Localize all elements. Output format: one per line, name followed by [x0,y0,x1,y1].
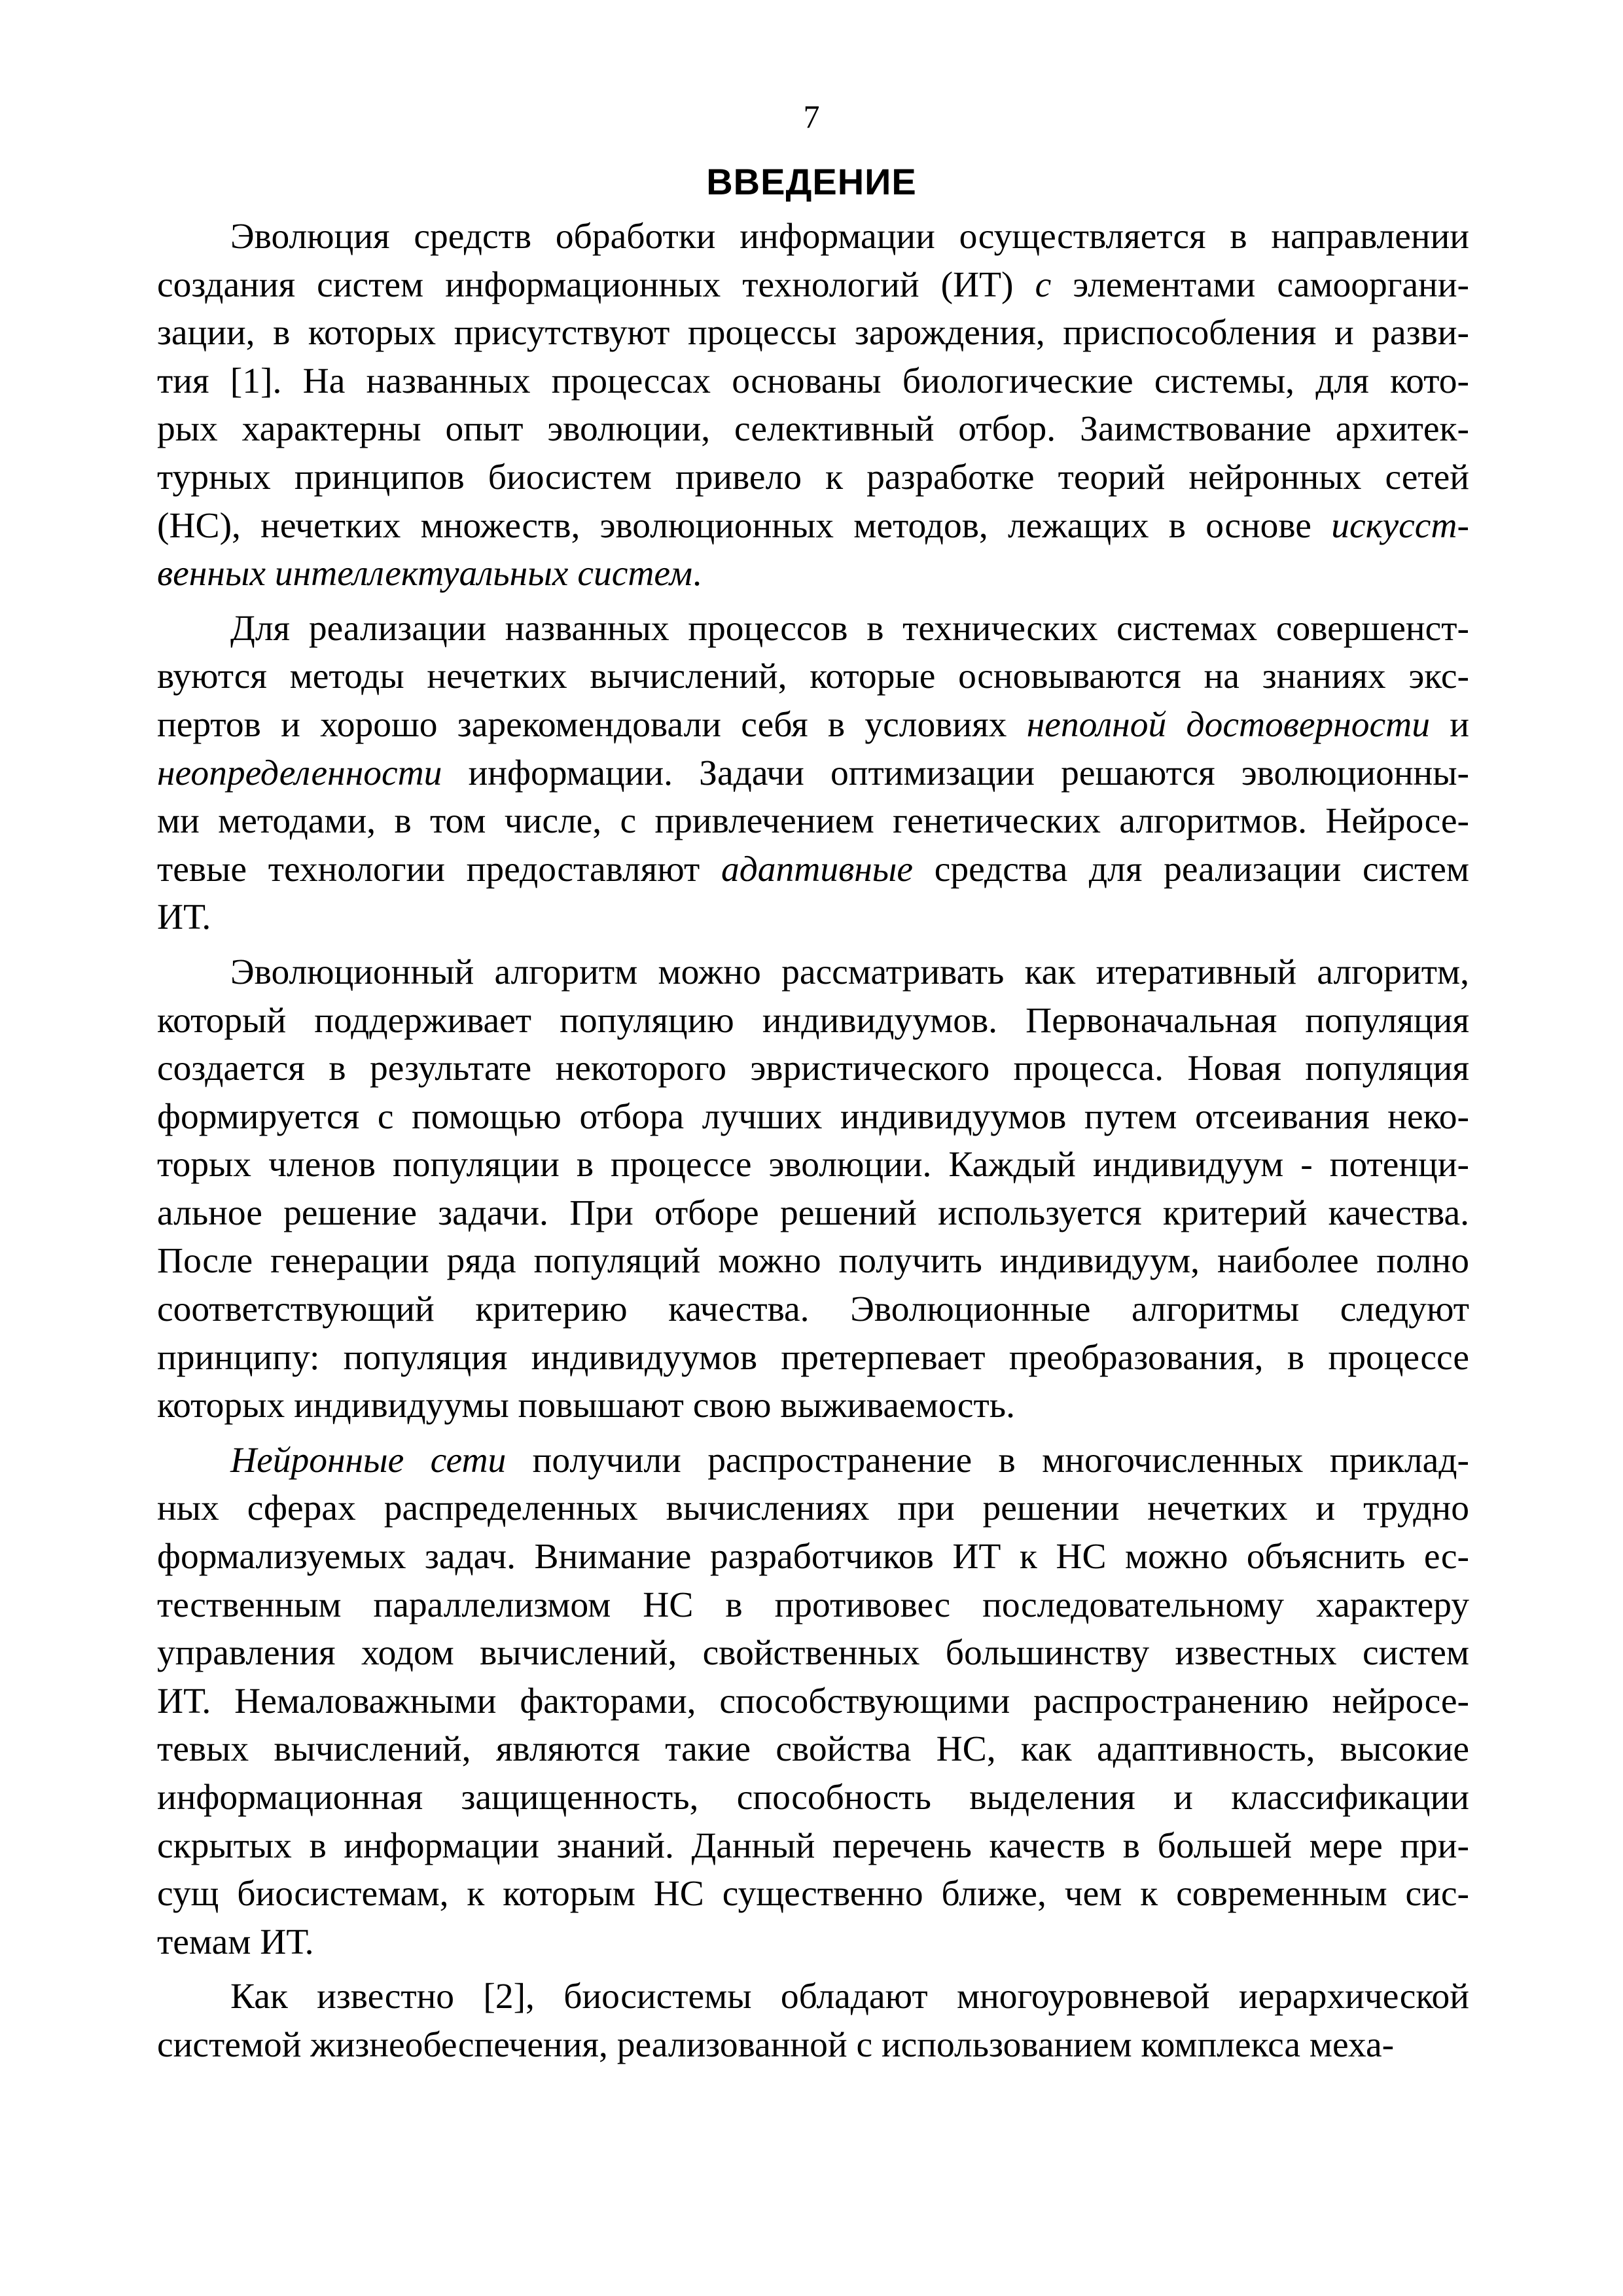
text-segment: элементами самооргани- [1051,264,1469,305]
text-segment: тия [1]. На названных процессах основаны биологические системы, для кото- [157,361,1469,401]
text-line [157,502,1469,550]
text-line [157,1237,1469,1285]
text-segment: информационная защищенность, способность выделения и классификации [157,1778,1469,1818]
text-segment: зации, в которых присутствуют процессы зарождения, приспособления и разви- [157,313,1469,353]
text-segment: средства для реализации систем [912,849,1469,889]
text-segment: формализуемых задач. Внимание разработчиков ИТ к НС можно объяснить ес- [157,1537,1469,1577]
text-segment: управления ходом вычислений, свойственных большинству известных систем [157,1633,1469,1674]
text-line [157,1533,1469,1581]
text-segment: торых членов популяции в процессе эволюции. Каждый индивидуум - потенци- [157,1145,1469,1185]
text-line [157,1822,1469,1871]
text-line [157,1382,1469,1430]
text-segment: тевые технологии предоставляют [157,849,721,889]
italic-text: искусст- [1331,505,1469,546]
text-segment: Как известно [2], биосистемы обладают многоуровневой иерархической [230,1977,1469,2017]
text-segment: создается в результате некоторого эвристического процесса. Новая популяция [157,1049,1469,1089]
text-line [157,1918,1469,1967]
text-line [157,948,1469,997]
text-segment: После генерации ряда популяций можно получить индивидуум, наиболее полно [157,1241,1469,1282]
text-segment: тевых вычислений, являются такие свойства НС, как адаптивность, высокие [157,1729,1469,1770]
text-segment: ных сферах распределенных вычислениях при решении нечетких и трудно [157,1488,1469,1529]
text-line [157,1725,1469,1774]
text-segment: формируется с помощью отбора лучших индивидуумов путем отсеивания неко- [157,1096,1469,1137]
text-segment: вуются методы нечетких вычислений, которые основываются на знаниях экс- [157,656,1469,697]
text-segment: который поддерживает популяцию индивидуумов. Первоначальная популяция [157,1000,1469,1041]
text-line [157,846,1469,894]
text-line [157,1285,1469,1334]
text-line [157,1677,1469,1726]
text-segment: Эволюционный алгоритм можно рассматривать как итеративный алгоритм, [230,952,1469,992]
text-segment: и [1430,704,1469,745]
text-segment: альное решение задачи. При отборе решений используется критерий качества. [157,1193,1469,1233]
text-segment: соответствующий критерию качества. Эволюционные алгоритмы следуют [157,1289,1469,1330]
section-heading: ВВЕДЕНИЕ [706,161,917,202]
page-number: 7 [803,98,820,135]
text-line [157,1484,1469,1533]
text-segment: ИТ. Немаловажными факторами, способствующими распространению нейросе- [157,1681,1469,1721]
text-segment: . [692,554,702,594]
text-line [157,893,1469,942]
text-line [157,1093,1469,1141]
body-text [157,213,1469,2076]
text-line [157,605,1469,653]
italic-text: венных интеллектуальных систем [157,554,693,594]
text-segment: Эволюция средств обработки информации осуществляется в направлении [230,217,1469,257]
text-line [157,213,1469,261]
text-line [157,309,1469,357]
text-line [157,2021,1469,2070]
text-line [157,997,1469,1045]
text-line [157,1774,1469,1822]
text-line [157,797,1469,846]
text-line [157,1581,1469,1630]
italic-text: адаптивные [721,849,913,889]
paragraph [157,1437,1469,1967]
text-segment: информации. Задачи оптимизации решаются эволюционны- [442,753,1469,793]
text-line [157,1334,1469,1382]
text-segment: которых индивидуумы повышают свою выживаемость. [157,1386,1015,1426]
text-segment: скрытых в информации знаний. Данный перечень качеств в большей мере при- [157,1825,1469,1866]
text-segment: Для реализации названных процессов в технических системах совершенст- [230,608,1469,649]
text-segment: ИТ. [157,897,211,938]
text-line [157,749,1469,798]
text-line [157,1045,1469,1093]
text-line [157,701,1469,749]
text-line [157,405,1469,454]
paragraph [157,948,1469,1430]
text-segment: ми методами, в том числе, с привлечением генетических алгоритмов. Нейросе- [157,801,1469,842]
italic-text: с [1035,264,1052,305]
text-line [157,1870,1469,1918]
italic-text: Нейронные сети [230,1440,507,1480]
text-segment: принципу: популяция индивидуумов претерпевает преобразования, в процессе [157,1337,1469,1378]
italic-text: неполной достоверности [1026,704,1431,745]
text-line [157,454,1469,502]
text-segment: темам ИТ. [157,1922,314,1962]
text-segment: тественным параллелизмом НС в противовес последовательному характеру [157,1585,1469,1625]
paragraph [157,1973,1469,2069]
text-segment: (НС), нечетких множеств, эволюционных методов, лежащих в основе [157,505,1332,546]
text-segment: турных принципов биосистем привело к разработке теорий нейронных сетей [157,457,1469,497]
text-line [157,1437,1469,1485]
text-line [157,653,1469,701]
paragraph [157,213,1469,598]
text-line [157,357,1469,406]
text-segment: создания систем информационных технологий (ИТ) [157,264,1035,305]
text-segment: системой жизнеобеспечения, реализованной с использованием комплекса меха- [157,2024,1395,2065]
text-line [157,1189,1469,1238]
text-segment: пертов и хорошо зарекомендовали себя в условиях [157,704,1027,745]
text-segment: рых характерны опыт эволюции, селективный отбор. Заимствование архитек- [157,409,1469,450]
paragraph [157,605,1469,942]
text-line [157,1973,1469,2021]
text-line [157,1629,1469,1677]
italic-text: неопределенности [157,753,442,793]
text-segment: получили распространение в многочисленных приклад- [506,1440,1469,1480]
text-segment: сущ биосистемам, к которым НС существенно ближе, чем к современным сис- [157,1874,1469,1914]
text-line [157,1141,1469,1189]
text-line [157,550,1469,598]
text-line [157,261,1469,310]
